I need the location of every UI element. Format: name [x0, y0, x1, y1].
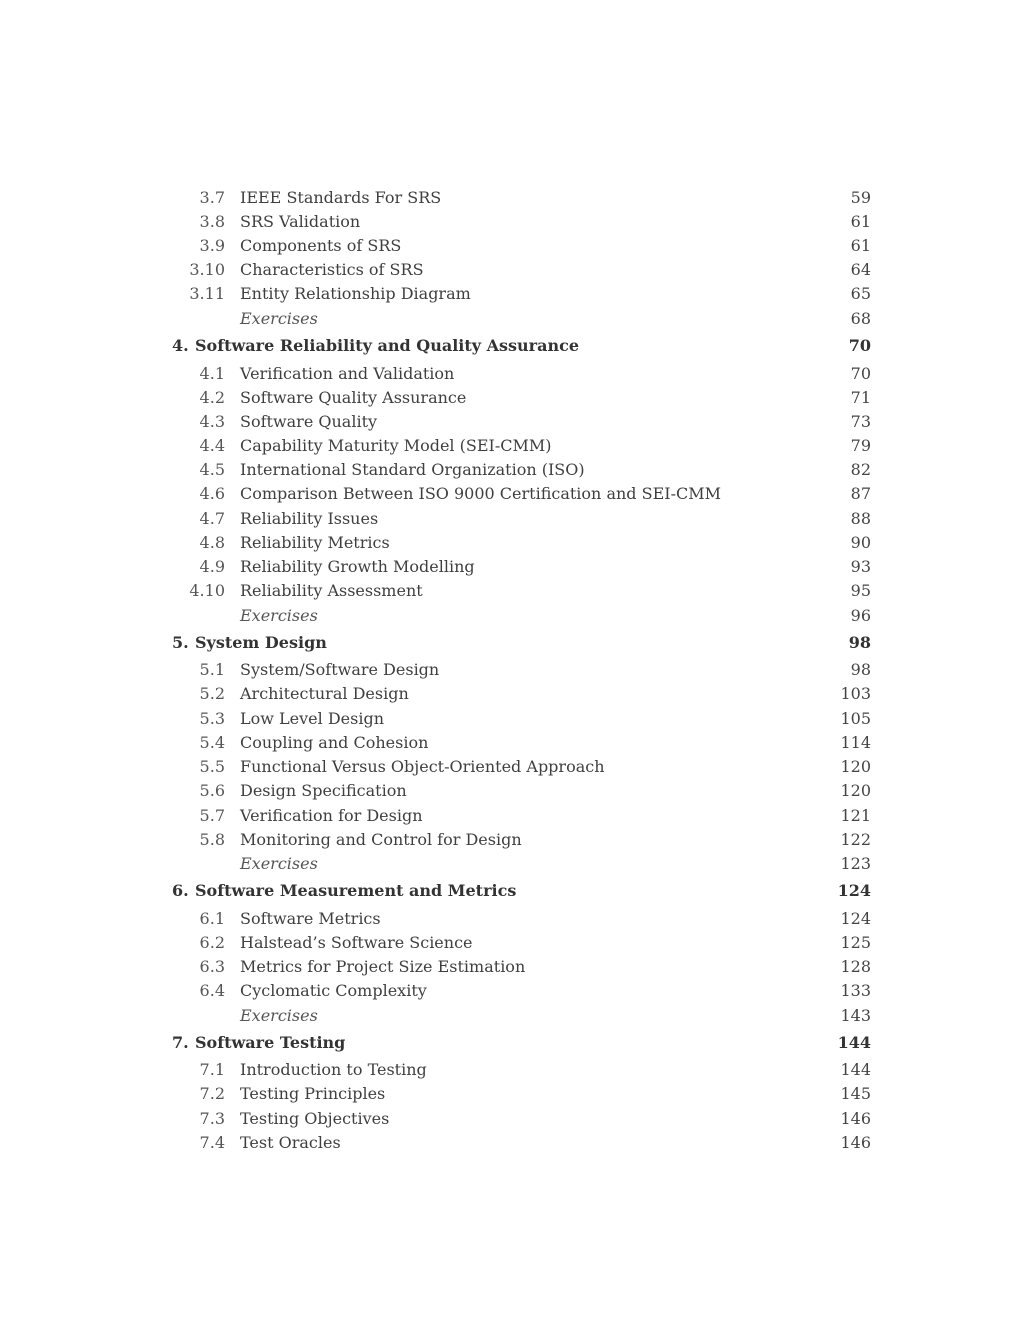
toc-entry-page-number: 61	[850, 236, 871, 255]
toc-section-row[interactable]	[0, 186, 1020, 210]
toc-chapter-row[interactable]	[0, 631, 1020, 655]
toc-entry-title: Monitoring and Control for Design	[240, 830, 522, 849]
toc-entry-title: Introduction to Testing	[240, 1060, 427, 1079]
toc-entry-page-number: 122	[840, 830, 871, 849]
toc-entry-title: Verification for Design	[240, 806, 423, 825]
toc-entry-title: Functional Versus Object-Oriented Approach	[240, 757, 605, 776]
toc-entry-number: 7.4	[199, 1133, 225, 1152]
toc-entry-page-number: 90	[850, 533, 871, 552]
toc-exercises-row[interactable]	[0, 604, 1020, 628]
toc-entry-page-number: 93	[850, 557, 871, 576]
toc-section-row[interactable]	[0, 1082, 1020, 1106]
toc-entry-page-number: 98	[848, 633, 871, 652]
toc-entry-number: 4.10	[189, 581, 225, 600]
toc-section-row[interactable]	[0, 731, 1020, 755]
toc-section-row[interactable]	[0, 779, 1020, 803]
toc-entry-page-number: 146	[840, 1133, 871, 1152]
toc-chapter-row[interactable]	[0, 879, 1020, 903]
toc-entry-number: 3.7	[199, 188, 225, 207]
toc-entry-page-number: 96	[850, 606, 871, 625]
toc-entry-title: Metrics for Project Size Estimation	[240, 957, 526, 976]
toc-entry-title: Exercises	[240, 854, 318, 873]
toc-entry-number: 6.1	[199, 909, 225, 928]
toc-entry-page-number: 124	[840, 909, 871, 928]
toc-entry-page-number: 146	[840, 1109, 871, 1128]
toc-entry-number: 5.6	[199, 781, 225, 800]
toc-entry-page-number: 128	[840, 957, 871, 976]
toc-entry-title: Testing Objectives	[240, 1109, 390, 1128]
toc-entry-page-number: 124	[837, 881, 871, 900]
toc-entry-number: 6.	[172, 881, 189, 900]
toc-section-row[interactable]	[0, 682, 1020, 706]
toc-entry-title: Software Reliability and Quality Assurance	[195, 336, 580, 355]
toc-entry-page-number: 125	[840, 933, 871, 952]
toc-entry-title: Capability Maturity Model (SEI-CMM)	[240, 436, 552, 455]
toc-section-row[interactable]	[0, 931, 1020, 955]
toc-entry-title: IEEE Standards For SRS	[240, 188, 442, 207]
toc-entry-page-number: 123	[840, 854, 871, 873]
toc-entry-title: Coupling and Cohesion	[240, 733, 429, 752]
toc-entry-title: Cyclomatic Complexity	[240, 981, 427, 1000]
toc-section-row[interactable]	[0, 555, 1020, 579]
toc-entry-number: 4.6	[199, 484, 225, 503]
toc-entry-number: 4.8	[199, 533, 225, 552]
toc-section-row[interactable]	[0, 1107, 1020, 1131]
toc-entry-page-number: 95	[850, 581, 871, 600]
toc-section-row[interactable]	[0, 458, 1020, 482]
toc-entry-number: 7.1	[199, 1060, 225, 1079]
toc-section-row[interactable]	[0, 1131, 1020, 1155]
toc-entry-title: Exercises	[240, 1006, 318, 1025]
toc-entry-page-number: 145	[840, 1084, 871, 1103]
toc-section-row[interactable]	[0, 828, 1020, 852]
toc-entry-page-number: 121	[840, 806, 871, 825]
toc-section-row[interactable]	[0, 755, 1020, 779]
toc-section-row[interactable]	[0, 507, 1020, 531]
toc-entry-title: Reliability Growth Modelling	[240, 557, 475, 576]
toc-section-row[interactable]	[0, 234, 1020, 258]
toc-entry-title: International Standard Organization (ISO)	[240, 460, 585, 479]
toc-section-row[interactable]	[0, 579, 1020, 603]
toc-section-row[interactable]	[0, 907, 1020, 931]
toc-entry-title: System/Software Design	[240, 660, 440, 679]
toc-entry-title: Low Level Design	[240, 709, 385, 728]
toc-entry-number: 6.4	[199, 981, 225, 1000]
toc-entry-page-number: 87	[850, 484, 871, 503]
toc-entry-number: 5.8	[199, 830, 225, 849]
toc-entry-title: Components of SRS	[240, 236, 402, 255]
toc-entry-title: Design Specification	[240, 781, 407, 800]
toc-exercises-row[interactable]	[0, 307, 1020, 331]
toc-entry-title: Testing Principles	[240, 1084, 386, 1103]
toc-entry-number: 5.2	[199, 684, 225, 703]
toc-section-row[interactable]	[0, 658, 1020, 682]
toc-section-row[interactable]	[0, 707, 1020, 731]
toc-entry-number: 3.9	[199, 236, 225, 255]
toc-section-row[interactable]	[0, 482, 1020, 506]
toc-section-row[interactable]	[0, 531, 1020, 555]
toc-section-row[interactable]	[0, 362, 1020, 386]
toc-entry-title: Reliability Metrics	[240, 533, 390, 552]
toc-entry-number: 4.4	[199, 436, 225, 455]
toc-entry-page-number: 61	[850, 212, 871, 231]
toc-entry-title: Halstead’s Software Science	[240, 933, 473, 952]
toc-section-row[interactable]	[0, 386, 1020, 410]
toc-entry-title: Software Quality Assurance	[240, 388, 467, 407]
toc-entry-page-number: 114	[840, 733, 871, 752]
toc-entry-page-number: 64	[850, 260, 871, 279]
toc-entry-title: System Design	[195, 633, 327, 652]
toc-section-row[interactable]	[0, 804, 1020, 828]
toc-entry-page-number: 71	[850, 388, 871, 407]
toc-entry-title: Exercises	[240, 309, 318, 328]
toc-entry-page-number: 143	[840, 1006, 871, 1025]
toc-entry-page-number: 79	[850, 436, 871, 455]
toc-section-row[interactable]	[0, 979, 1020, 1003]
toc-entry-number: 4.5	[199, 460, 225, 479]
toc-entry-title: SRS Validation	[240, 212, 361, 231]
toc-entry-number: 3.11	[189, 284, 225, 303]
toc-entry-number: 4.3	[199, 412, 225, 431]
toc-entry-page-number: 88	[850, 509, 871, 528]
toc-entry-title: Reliability Issues	[240, 509, 379, 528]
toc-entry-page-number: 70	[850, 364, 871, 383]
toc-entry-title: Software Metrics	[240, 909, 381, 928]
toc-entry-number: 6.3	[199, 957, 225, 976]
toc-entry-page-number: 98	[850, 660, 871, 679]
toc-entry-number: 4.	[172, 336, 189, 355]
toc-entry-title: Reliability Assessment	[240, 581, 423, 600]
toc-entry-number: 5.1	[199, 660, 225, 679]
toc-entry-page-number: 82	[850, 460, 871, 479]
toc-entry-title: Software Measurement and Metrics	[195, 881, 517, 900]
toc-entry-page-number: 68	[850, 309, 871, 328]
toc-entry-title: Characteristics of SRS	[240, 260, 424, 279]
toc-entry-title: Software Quality	[240, 412, 378, 431]
toc-entry-number: 6.2	[199, 933, 225, 952]
toc-entry-number: 4.2	[199, 388, 225, 407]
toc-entry-number: 7.3	[199, 1109, 225, 1128]
toc-section-row[interactable]	[0, 1058, 1020, 1082]
toc-entry-page-number: 133	[840, 981, 871, 1000]
toc-section-row[interactable]	[0, 410, 1020, 434]
toc-entry-title: Architectural Design	[240, 684, 409, 703]
toc-entry-number: 5.3	[199, 709, 225, 728]
toc-entry-number: 7.	[172, 1033, 189, 1052]
toc-entry-number: 5.	[172, 633, 189, 652]
toc-entry-page-number: 120	[840, 781, 871, 800]
toc-section-row[interactable]	[0, 282, 1020, 306]
toc-entry-title: Test Oracles	[240, 1133, 341, 1152]
toc-section-row[interactable]	[0, 955, 1020, 979]
toc-entry-title: Comparison Between ISO 9000 Certification and SEI-CMM	[240, 484, 721, 503]
toc-entry-page-number: 103	[840, 684, 871, 703]
toc-entry-number: 7.2	[199, 1084, 225, 1103]
toc-entry-number: 3.8	[199, 212, 225, 231]
toc-section-row[interactable]	[0, 258, 1020, 282]
toc-entry-number: 5.7	[199, 806, 225, 825]
toc-entry-title: Entity Relationship Diagram	[240, 284, 471, 303]
toc-entry-title: Software Testing	[195, 1033, 346, 1052]
toc-entry-number: 3.10	[189, 260, 225, 279]
toc-entry-number: 4.7	[199, 509, 225, 528]
toc-section-row[interactable]	[0, 434, 1020, 458]
toc-entry-title: Verification and Validation	[240, 364, 455, 383]
toc-entry-page-number: 70	[848, 336, 871, 355]
toc-entry-page-number: 120	[840, 757, 871, 776]
toc-entry-page-number: 65	[850, 284, 871, 303]
toc-chapter-row[interactable]	[0, 1031, 1020, 1055]
toc-entry-number: 5.4	[199, 733, 225, 752]
toc-entry-number: 4.1	[199, 364, 225, 383]
toc-exercises-row[interactable]	[0, 1004, 1020, 1028]
toc-entry-page-number: 105	[840, 709, 871, 728]
toc-entry-page-number: 73	[850, 412, 871, 431]
toc-entry-title: Exercises	[240, 606, 318, 625]
toc-entry-number: 4.9	[199, 557, 225, 576]
toc-chapter-row[interactable]	[0, 334, 1020, 358]
toc-entry-page-number: 144	[837, 1033, 871, 1052]
toc-section-row[interactable]	[0, 210, 1020, 234]
toc-entry-page-number: 59	[850, 188, 871, 207]
toc-entry-number: 5.5	[199, 757, 225, 776]
toc-entry-page-number: 144	[840, 1060, 871, 1079]
toc-exercises-row[interactable]	[0, 852, 1020, 876]
